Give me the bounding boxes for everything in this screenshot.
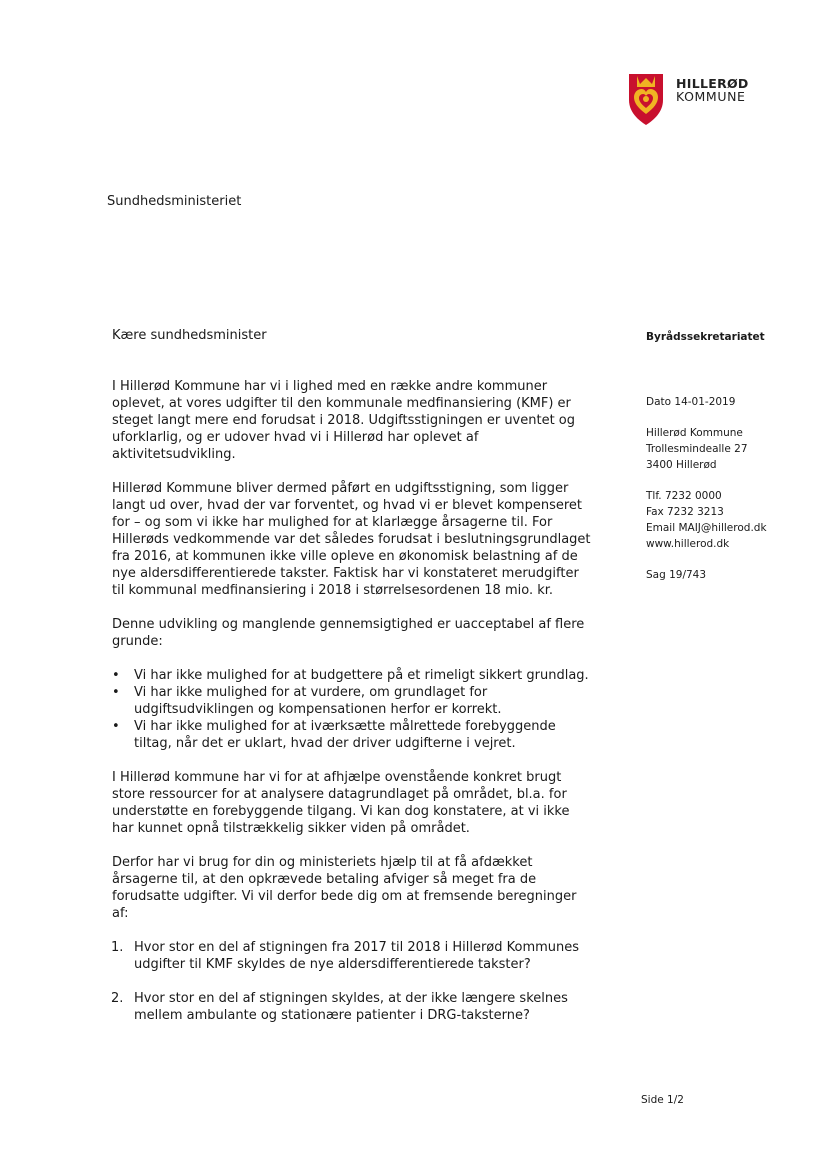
text-line: store ressourcer for at analysere datagrundlaget på området, bl.a. for [112,787,567,802]
logo-text-hillerod: HILLERØD [676,76,749,91]
address-line: 3400 Hillerød [646,459,717,471]
phone: Tlf. 7232 0000 [646,490,722,502]
logo-text-kommune: KOMMUNE [676,89,746,104]
text-line: af: [112,906,129,921]
text-line: steget langt mere end forudsat i 2018. Udgiftsstigningen er uventet og [112,413,576,428]
case-number: Sag 19/743 [646,569,707,581]
text-line: forudsatte udgifter. Vi vil derfor bede dig om at fremsende beregninger [112,889,577,904]
text-line: langt ud over, hvad der var forventet, og hvad vi er blevet kompenseret [112,498,582,513]
text-line: grunde: [112,634,163,649]
sender-info-sidebar [646,394,816,583]
text-line: udgifter til KMF skyldes de nye aldersdifferentierede takster? [134,957,531,972]
text-line: til kommunal medfinansiering i 2018 i størrelsesordenen 18 mio. kr. [112,583,554,598]
paragraph [112,769,622,837]
text-line: mellem ambulante og stationære patienter i DRG-taksterne? [134,1008,530,1023]
text-line: Hvor stor en del af stigningen fra 2017 til 2018 i Hillerød Kommunes [134,940,580,955]
text-line: årsagerne til, at den opkrævede betaling afviger så meget fra de [112,872,537,887]
recipient: Sundhedsministeriet [107,194,242,209]
department-name: Byrådssekretariatet [646,331,765,343]
text-line: Denne udvikling og manglende gennemsigtighed er uacceptabel af flere [112,617,585,632]
text-line: Hillerød Kommune bliver dermed påført en udgiftsstigning, som ligger [112,481,569,496]
text-line: I Hillerød Kommune har vi i lighed med en række andre kommuner [112,379,548,394]
text-line: Derfor har vi brug for din og ministeriets hjælp til at få afdækket [112,855,533,870]
paragraph [112,854,622,922]
text-line: har kunnet opnå tilstrækkelig sikker viden på området. [112,821,470,836]
text-line: fra 2016, at kommunen ikke ville opleve en økonomisk belastning af de [112,549,578,564]
list-item [112,939,622,973]
paragraph [112,480,622,599]
letter-body [112,378,622,1024]
text-line: Hvor stor en del af stigningen skyldes, at der ikke længere skelnes [134,991,568,1006]
paragraph [112,378,622,463]
address-line: Trollesmindealle 27 [646,443,748,455]
item-number: 2. [111,991,124,1006]
list-item [112,667,622,684]
salutation: Kære sundhedsminister [112,328,267,343]
text-line: for – og som vi ikke har mulighed for at klarlægge årsagerne til. For [112,515,553,530]
paragraph [112,616,622,650]
text-line: tiltag, når det er uklart, hvad der driver udgifterne i vejret. [134,736,516,751]
text-line: nye aldersdifferentierede takster. Faktisk har vi konstateret merudgifter [112,566,579,581]
hillerod-logo [626,70,766,130]
coat-of-arms-icon [626,70,666,126]
address-line: Hillerød Kommune [646,427,743,439]
list-item [112,718,622,752]
list-item [112,990,622,1024]
item-number: 1. [111,940,124,955]
bullet-list [112,667,622,752]
list-item [112,684,622,718]
text-line: Hillerøds vedkommende var det således forudsat i beslutningsgrundlaget [112,532,591,547]
text-line: understøtte en forebyggende tilgang. Vi kan dog konstatere, at vi ikke [112,804,570,819]
letter-date: Dato 14-01-2019 [646,396,736,408]
text-line: • Vi har ikke mulighed for at budgettere på et rimeligt sikkert grundlag. [134,668,589,683]
text-line: aktivitetsudvikling. [112,447,236,462]
email-link[interactable]: Email MAIJ@hillerod.dk [646,522,767,534]
text-line: uforklarlig, og er udover hvad vi i Hillerød har oplevet af [112,430,479,445]
fax: Fax 7232 3213 [646,506,724,518]
numbered-list [112,939,622,1024]
text-line: I Hillerød kommune har vi for at afhjælpe ovenstående konkret brugt [112,770,562,785]
website-link[interactable]: www.hillerod.dk [646,538,730,550]
page-number: Side 1/2 [641,1094,684,1106]
text-line: • Vi har ikke mulighed for at vurdere, om grundlaget for [134,685,488,700]
text-line: udgiftsudviklingen og kompensationen herfor er korrekt. [134,702,502,717]
text-line: • Vi har ikke mulighed for at iværksætte målrettede forebyggende [134,719,556,734]
text-line: oplevet, at vores udgifter til den kommunale medfinansiering (KMF) er [112,396,571,411]
